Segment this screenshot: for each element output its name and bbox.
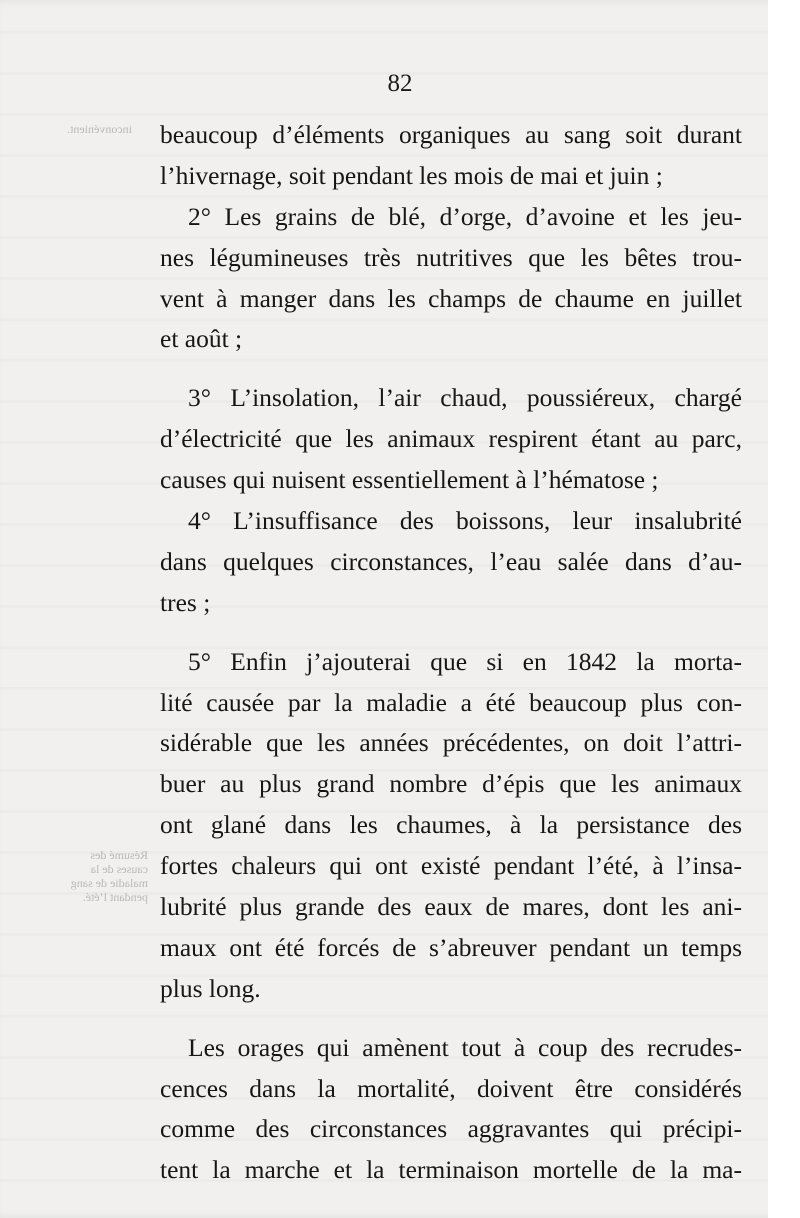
paragraph-gap xyxy=(160,1010,742,1028)
text-line: l’hivernage, soit pendant les mois de mai et juin ; xyxy=(160,160,663,190)
text-line: nes légumineuses très nutritives que les bêtes trou- xyxy=(160,242,742,272)
text-line: cences dans la mortalité, doivent être considérés xyxy=(160,1073,742,1103)
paragraph-gap xyxy=(160,360,742,378)
text-line: ont glané dans les chaumes, à la persistance des xyxy=(160,810,742,840)
text-line: Les orages qui amènent tout à coup des recrudes- xyxy=(188,1032,742,1062)
text-line: tres ; xyxy=(160,587,211,617)
text-line: 2° Les grains de blé, d’orge, d’avoine et les jeu- xyxy=(188,201,742,231)
text-line: sidérable que les années précédentes, on doit l’attri- xyxy=(160,728,742,758)
text-line: vent à manger dans les champs de chaume en juillet xyxy=(160,283,742,313)
text-line: comme des circonstances aggravantes qui précipi- xyxy=(160,1114,742,1144)
margin-note: inconvénient. xyxy=(67,122,132,136)
page-text xyxy=(160,115,742,1191)
text-line: maux ont été forcés de s’abreuver pendant un temps xyxy=(160,932,742,962)
text-line: causes qui nuisent essentiellement à l’hématose ; xyxy=(160,465,659,495)
text-line: beaucoup d’éléments organiques au sang soit durant xyxy=(160,120,742,149)
text-line: plus long. xyxy=(160,973,261,1003)
page-edge xyxy=(768,0,784,1218)
text-line: fortes chaleurs qui ont existé pendant l’été, à l’insa- xyxy=(160,851,742,881)
text-line: 5° Enfin j’ajouterai que si en 1842 la morta- xyxy=(188,646,742,676)
text-line: 3° L’insolation, l’air chaud, poussiéreux, chargé xyxy=(188,383,742,413)
text-line: lubrité plus grande des eaux de mares, dont les ani- xyxy=(160,892,742,922)
text-line: dans quelques circonstances, l’eau salée dans d’au- xyxy=(160,546,742,576)
page-number: 82 xyxy=(387,70,413,97)
paragraph-gap xyxy=(160,624,742,642)
text-line: d’électricité que les animaux respirent étant au parc, xyxy=(160,424,742,454)
text-line: 4° L’insuffisance des boissons, leur insalubrité xyxy=(188,506,742,536)
text-line: tent la marche et la terminaison mortelle de la ma- xyxy=(160,1155,742,1185)
text-line: lité causée par la maladie a été beaucoup plus con- xyxy=(160,687,742,717)
margin-note: Résumé des causes de la maladie de sang pendant l’été. xyxy=(70,848,148,904)
text-line: buer au plus grand nombre d’épis que les animaux xyxy=(160,769,742,799)
text-line: et août ; xyxy=(160,324,243,354)
